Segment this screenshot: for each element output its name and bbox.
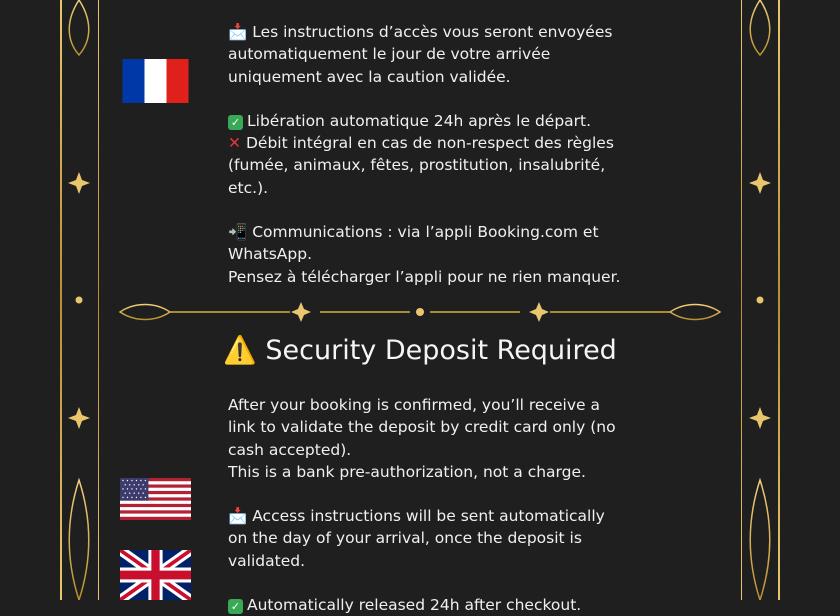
fr-release-line: ✓ Libération automatique 24h après le départ. (228, 110, 628, 132)
en-confirmation-paragraph: After your booking is confirmed, you’ll receive a link to validate the deposit by credit card only (no cash accepted). (228, 396, 616, 459)
star-ornament-right-2 (749, 407, 771, 429)
section-divider (120, 302, 720, 322)
en-preauth-line: This is a bank pre-authorization, not a charge. (228, 462, 586, 481)
uk-flag (120, 550, 191, 600)
english-text-block (228, 394, 628, 616)
section-heading (0, 334, 840, 366)
warning-icon: ⚠️ (223, 335, 257, 366)
leaf-ornament-left-bottom (69, 480, 89, 600)
star-ornament-right-1 (749, 172, 771, 194)
leaf-ornament-right-top (750, 0, 770, 55)
fr-debit-line: ✕ Débit intégral en cas de non-respect des règles (fumée, animaux, fêtes, prostitution, insalubrité, etc.). (228, 134, 614, 197)
france-flag (120, 59, 191, 103)
fr-access-paragraph: 📩 Les instructions d’accès vous seront envoyées automatiquement le jour de votre arrivée uniquement avec la caution validée. (228, 23, 613, 86)
en-release-line: ✓ Automatically released 24h after checkout. (228, 594, 628, 616)
star-ornament-left-2 (68, 407, 90, 429)
fr-download-app-line: Pensez à télécharger l’appli pour ne rien manquer. (228, 267, 621, 286)
check-icon: ✓ (228, 115, 243, 130)
dot-ornament-left (76, 297, 83, 304)
leaf-ornament-left-top (69, 0, 89, 55)
check-icon: ✓ (228, 599, 243, 614)
en-access-paragraph: 📩 Access instructions will be sent automatically on the day of your arrival, once the deposit is validated. (228, 507, 605, 570)
usa-flag (120, 478, 191, 520)
heading-text: Security Deposit Required (265, 335, 617, 366)
fr-communications-line: 📲 Communications : via l’appli Booking.com et WhatsApp. (228, 223, 599, 264)
french-text-block (228, 21, 628, 288)
leaf-ornament-right-bottom (750, 480, 770, 600)
cross-icon: ✕ (228, 134, 241, 153)
star-ornament-left-1 (68, 172, 90, 194)
dot-ornament-right (757, 297, 764, 304)
